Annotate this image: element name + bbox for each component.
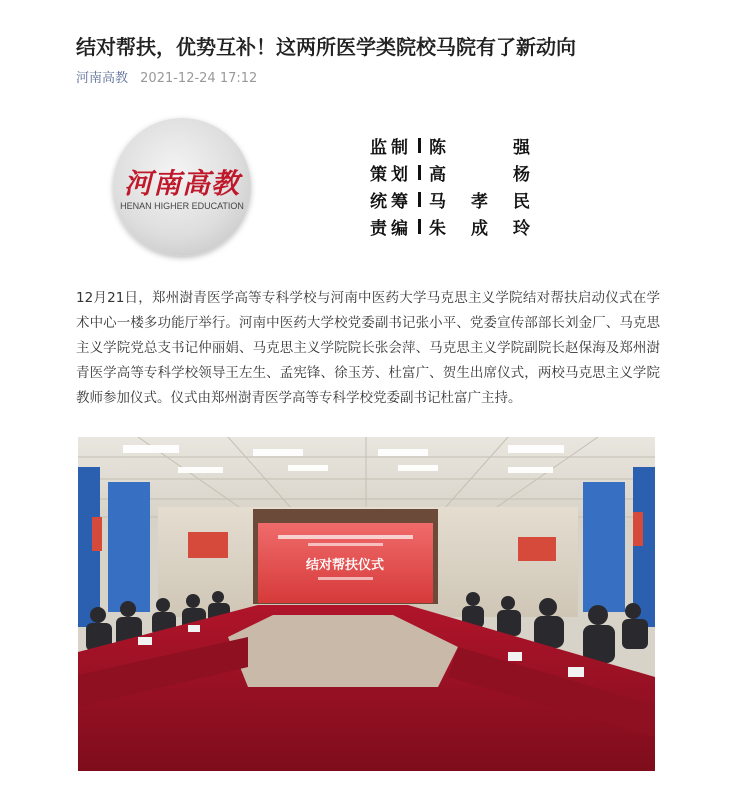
credit-name-char: 杨 xyxy=(513,165,530,185)
credit-name-char: 朱 xyxy=(429,219,446,239)
publish-date: 2021-12-24 17:12 xyxy=(140,71,258,86)
credit-row xyxy=(370,186,530,213)
henan-higher-education-logo xyxy=(113,118,251,256)
credit-name-char: 玲 xyxy=(513,219,530,239)
article-paragraph: 12月21日，郑州澍青医学高等专科学校与河南中医药大学马克思主义学院结对帮扶启动仪式在学术中心一楼多功能厅举行。河南中医药大学校党委副书记张小平、党委宣传部部长刘金厂、马克思主义学院党总支书记仲丽娟、马克思主义学院院长张会萍、马克思主义学院副院长赵保海及郑州澍青医学高等专科学校领导王左生、孟宪锋、徐玉芳、杜富广、贺生出席仪式，两校马克思主义学院教师参加仪式。仪式由郑州澍青医学高等专科学校党委副书记杜富广主持。 xyxy=(76,290,660,406)
credit-row xyxy=(370,132,530,159)
credit-role: 统筹 xyxy=(370,192,412,212)
credit-separator xyxy=(418,165,421,180)
right-curtain xyxy=(633,467,655,627)
ceremony-photo[interactable] xyxy=(78,437,655,771)
credit-row xyxy=(370,213,530,240)
credit-name xyxy=(429,187,530,212)
credit-name-char: 陈 xyxy=(429,138,446,158)
screen-title: 结对帮扶仪式 xyxy=(305,558,385,573)
credit-separator xyxy=(418,219,421,234)
credit-name xyxy=(429,214,530,239)
credit-name xyxy=(429,160,530,185)
credit-name xyxy=(429,133,530,158)
credit-role: 策划 xyxy=(370,165,412,185)
logo-cn-text: 河南高教 xyxy=(123,167,240,200)
article-meta xyxy=(76,70,257,88)
credits-block xyxy=(370,132,530,240)
credit-name-char: 民 xyxy=(513,192,530,212)
credit-separator xyxy=(418,138,421,153)
credit-name-char: 高 xyxy=(429,165,446,185)
logo-en-text: HENAN HIGHER EDUCATION xyxy=(120,201,244,211)
credit-role: 监制 xyxy=(370,138,412,158)
account-link[interactable]: 河南高教 xyxy=(76,71,129,86)
credit-role: 责编 xyxy=(370,219,412,239)
article-title: 结对帮扶，优势互补！这两所医学类院校马院有了新动向 xyxy=(76,35,576,59)
credit-row xyxy=(370,159,530,186)
credit-separator xyxy=(418,192,421,207)
credit-name-char: 成 xyxy=(471,219,488,239)
credit-name-char: 孝 xyxy=(471,192,488,212)
credit-name-char: 马 xyxy=(429,192,446,212)
credit-name-char: 强 xyxy=(513,138,530,158)
